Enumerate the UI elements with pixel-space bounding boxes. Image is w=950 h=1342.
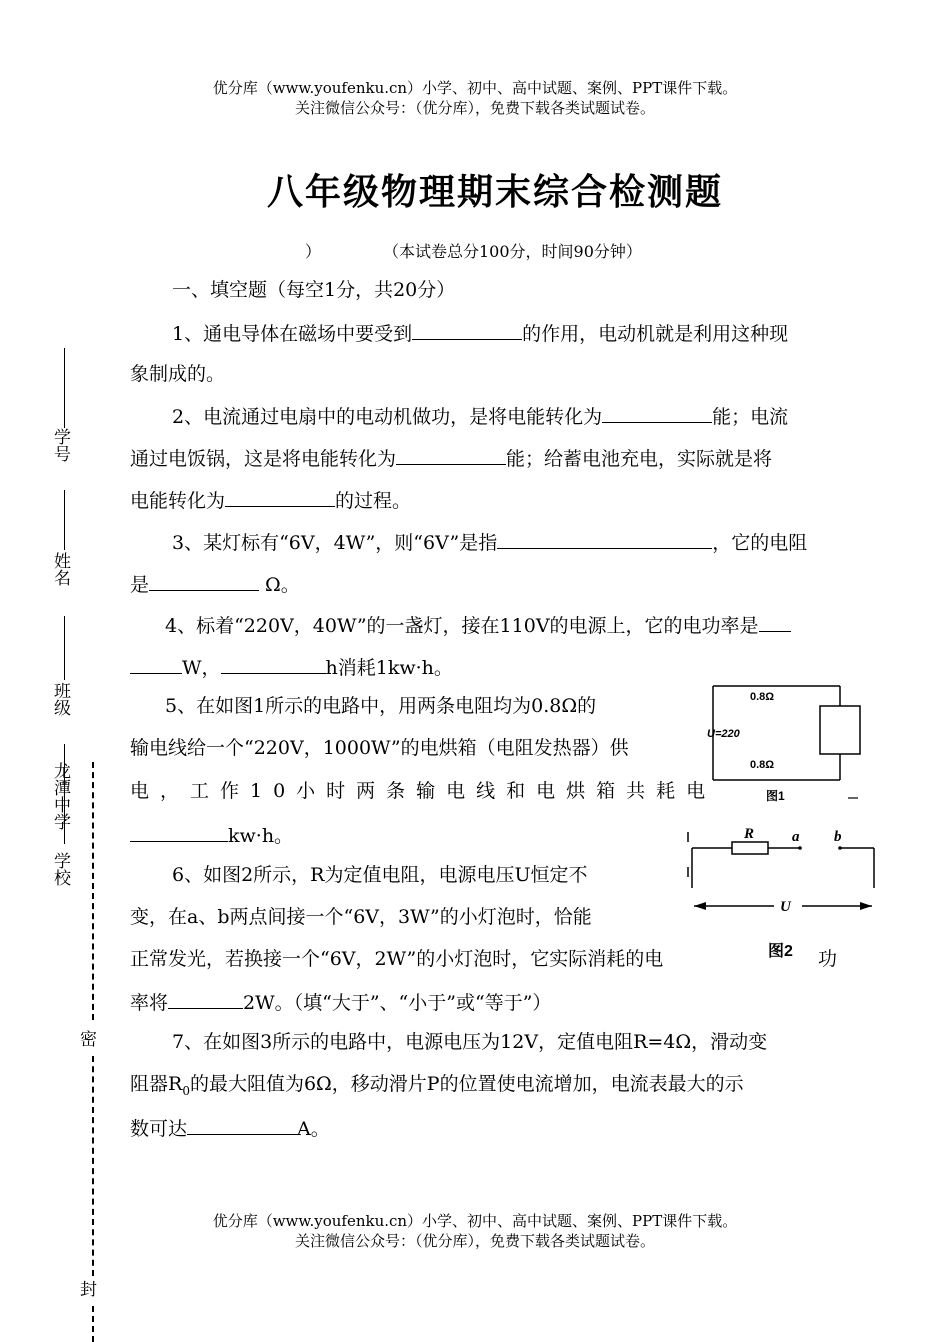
figure-1-circuit [700, 680, 870, 810]
q3-blank-1[interactable] [497, 529, 712, 549]
q2-text-c: 通过电饭锅，这是将电能转化为 [130, 448, 397, 470]
fig1-label-voltage: U=220 [707, 728, 740, 740]
q6-blank[interactable] [168, 989, 243, 1009]
q3-text-a: 3、某灯标有“6V，4W”，则“6V”是指 [172, 532, 498, 554]
q3-blank-2[interactable] [149, 571, 259, 591]
question-2-line-1 [172, 403, 788, 429]
seal-dashed-line-1 [92, 762, 94, 1020]
q5-blank[interactable] [130, 822, 228, 842]
q2-blank-2[interactable] [396, 445, 506, 465]
footer-line-2: 关注微信公众号：（优分库），免费下载各类试题试卷。 [294, 1232, 655, 1250]
q6-text-e: 2W。（填“大于”、“小于”或“等于”） [243, 992, 552, 1014]
question-7-line-3 [130, 1115, 330, 1141]
q3-text-d: Ω。 [259, 574, 300, 596]
subtitle-paren: ） [305, 242, 322, 261]
question-5-line-2: 输电线给一个“220V，1000W”的电烘箱（电阻发热器）供 [130, 737, 629, 759]
q7-text-b2: 的最大阻值为6Ω，移动滑片P的位置使电流增加，电流表最大的示 [189, 1073, 744, 1095]
q1-blank[interactable] [412, 320, 522, 340]
margin-line-xuehao [64, 348, 65, 428]
margin-label-feng: 封 [76, 1280, 96, 1297]
fig1-oven-box [820, 706, 860, 754]
q4-blank-1b[interactable] [130, 654, 182, 674]
q2-text-a: 2、电流通过电扇中的电动机做功，是将电能转化为 [172, 406, 603, 428]
q2-text-d: 能；给蓄电池充电，实际就是将 [506, 448, 773, 470]
question-1-line-1 [172, 320, 788, 346]
question-2-line-3 [130, 487, 411, 513]
q7-blank[interactable] [187, 1115, 297, 1135]
q4-blank-1a[interactable] [759, 612, 791, 632]
header-line-2: 关注微信公众号：（优分库），免费下载各类试题试卷。 [294, 99, 655, 117]
fig1-caption: 图1 [766, 789, 785, 803]
margin-label-mi: 密 [76, 1030, 96, 1047]
margin-label-banji: 班级 [50, 682, 70, 716]
question-7-line-2 [130, 1072, 744, 1103]
margin-line-xingming [64, 490, 65, 550]
q2-text-e: 电能转化为 [130, 490, 226, 512]
question-3-line-1 [172, 529, 807, 555]
subtitle-note: （本试卷总分100分，时间90分钟） [383, 242, 642, 261]
fig2-label-u: U [780, 899, 791, 915]
q2-blank-3[interactable] [225, 487, 335, 507]
fig2-label-r: R [744, 826, 755, 842]
fig2-caption: 图2 [768, 943, 793, 960]
fig2-terminal-a [798, 846, 802, 850]
question-6-line-2: 变，在a、b两点间接一个“6V，3W”的小灯泡时，恰能 [130, 906, 592, 928]
q4-text-b: W， [182, 657, 221, 679]
fig2-label-b: b [834, 829, 842, 845]
margin-label-xuexiao: 学校 [50, 852, 70, 886]
question-6-line-3-end: 功 [818, 948, 838, 970]
question-3-line-2 [130, 571, 300, 597]
page-title: 八年级物理期末综合检测题 [266, 171, 723, 213]
question-2-line-2 [130, 445, 772, 471]
q4-blank-2[interactable] [221, 654, 326, 674]
question-1-line-2: 象制成的。 [130, 363, 226, 385]
q3-text-b: ，它的电阻 [712, 532, 808, 554]
fig2-label-a: a [792, 829, 800, 845]
question-6-line-3: 正常发光，若换接一个“6V，2W”的小灯泡时，它实际消耗的电 [130, 948, 664, 970]
q1-text-a: 1、通电导体在磁场中要受到 [172, 323, 413, 345]
q3-text-c: 是 [130, 574, 150, 596]
q5-text-d: kw·h。 [228, 825, 294, 847]
seal-dashed-line-2 [92, 1056, 94, 1276]
q7-text-d: A。 [297, 1118, 330, 1140]
q4-text-a: 4、标着“220V，40W”的一盏灯，接在110V的电源上，它的电功率是 [165, 615, 759, 637]
question-6-line-1: 6、如图2所示，R为定值电阻，电源电压U恒定不 [172, 864, 588, 886]
fig2-arrowhead-right [860, 902, 872, 910]
q7-text-b1: 阻器R [130, 1073, 183, 1095]
question-6-line-4 [130, 989, 551, 1015]
question-5-line-4 [130, 822, 293, 848]
fig1-label-top: 0.8Ω [750, 691, 775, 703]
question-5-line-3: 电，工作10小时两条输电线和电烘箱共耗电 [130, 780, 717, 802]
q7-subscript: 0 [182, 1083, 190, 1098]
question-4-line-2 [130, 654, 453, 680]
margin-label-xuehao: 学号 [50, 428, 70, 462]
fig1-label-bottom: 0.8Ω [750, 759, 775, 771]
margin-line-banji [64, 616, 65, 680]
q2-text-f: 的过程。 [335, 490, 412, 512]
fig2-arrowhead-left [694, 902, 706, 910]
question-7-line-1: 7、在如图3所示的电路中，电源电压为12V，定值电阻R=4Ω，滑动变 [172, 1031, 768, 1053]
fig2-resistor [732, 842, 768, 854]
question-4-line-1 [165, 612, 791, 638]
q4-text-c: h消耗1kw·h。 [325, 657, 453, 679]
q7-text-c: 数可达 [130, 1118, 188, 1140]
question-5-line-1: 5、在如图1所示的电路中，用两条电阻均为0.8Ω的 [165, 695, 597, 717]
header-line-1: 优分库（www.youfenku.cn）小学、初中、高中试题、案例、PPT课件下载。 [212, 79, 738, 97]
figure-2-circuit [682, 822, 882, 967]
q2-blank-1[interactable] [602, 403, 712, 423]
seal-dashed-line-3 [92, 1306, 94, 1342]
section-heading: 一、填空题（每空1分，共20分） [172, 279, 456, 301]
margin-label-xingming: 姓名 [50, 552, 70, 586]
q1-text-b: 的作用，电动机就是利用这种现 [522, 323, 789, 345]
q2-text-b: 能；电流 [712, 406, 789, 428]
margin-school-name: 龙潭中学 [50, 762, 70, 830]
footer-line-1: 优分库（www.youfenku.cn）小学、初中、高中试题、案例、PPT课件下载。 [212, 1212, 738, 1230]
q6-text-d: 率将 [130, 992, 169, 1014]
